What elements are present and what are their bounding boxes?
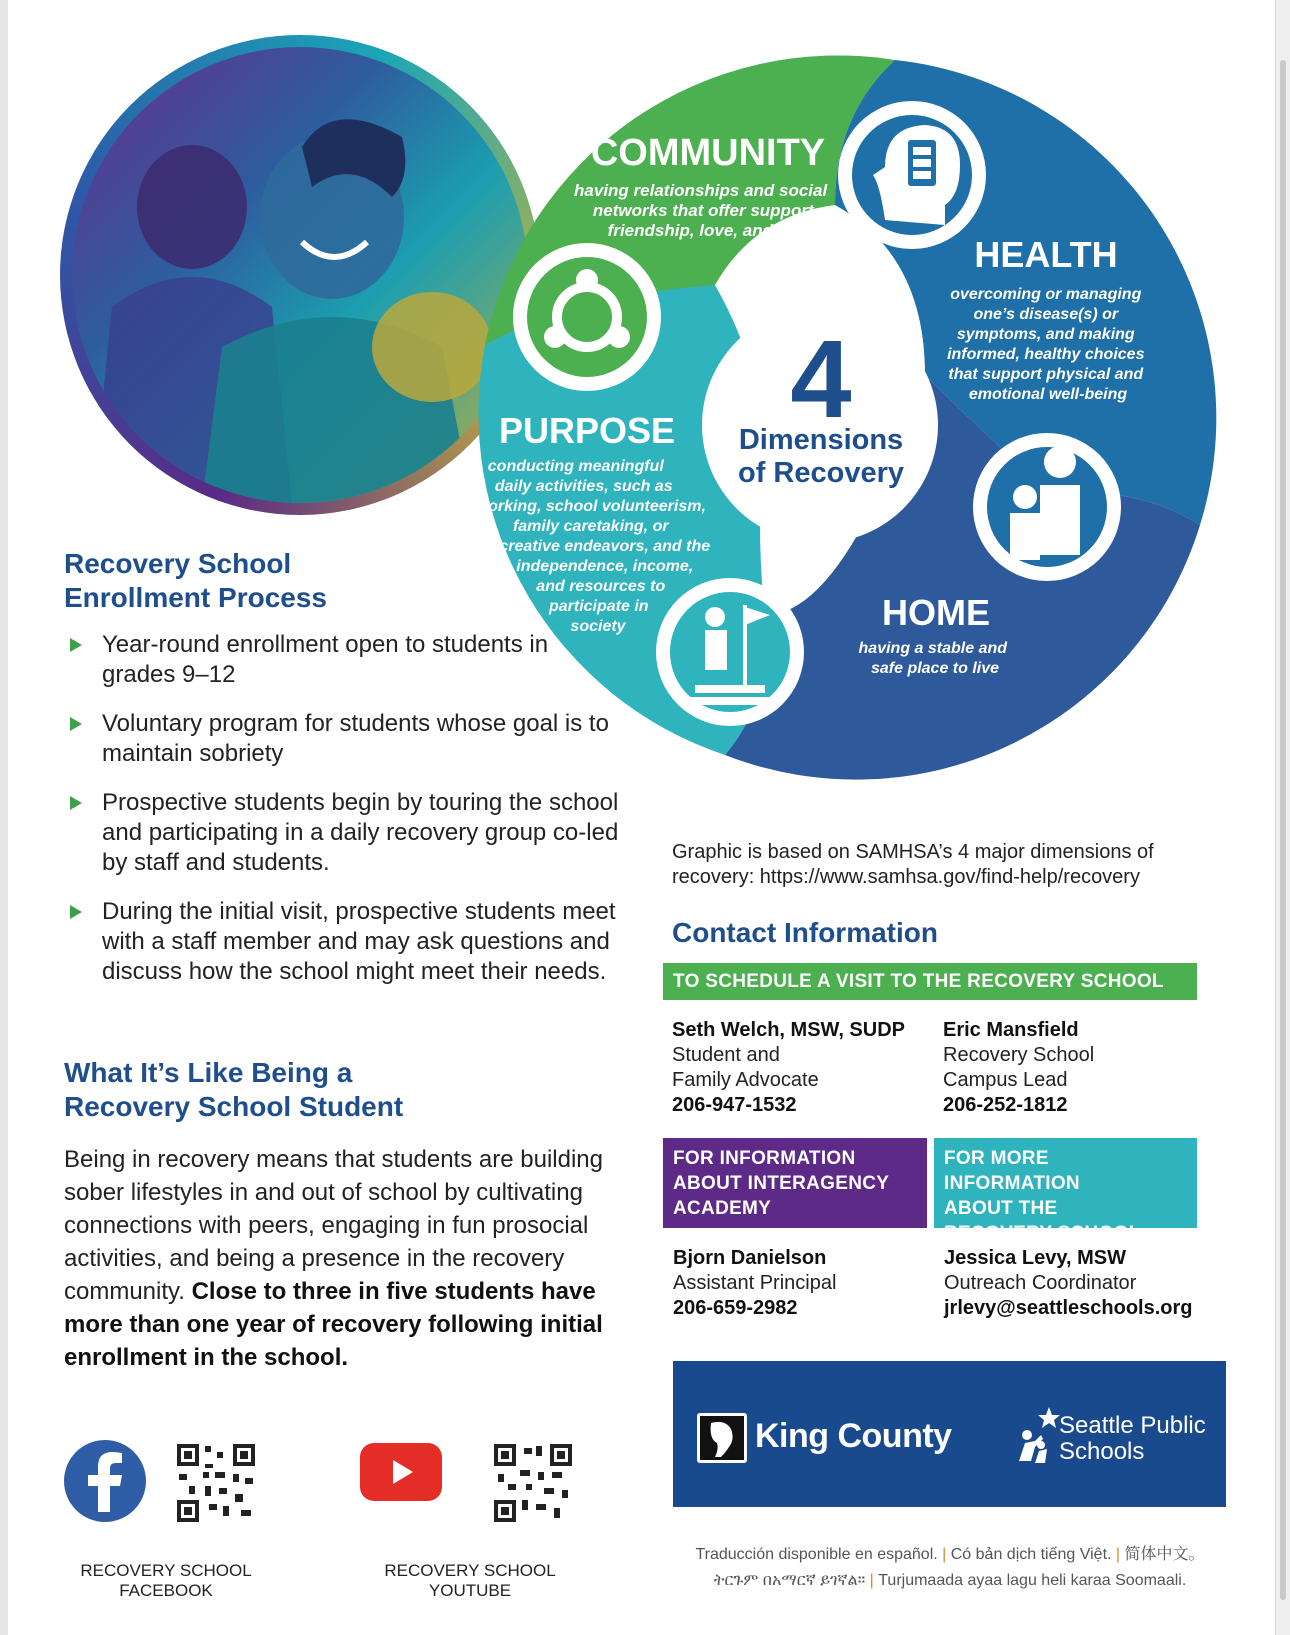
bullet-triangle-icon xyxy=(70,717,82,731)
list-item: Prospective students begin by touring the school and participating in a daily recovery group co-led by staff and students. xyxy=(66,788,626,878)
youtube-label: RECOVERY SCHOOL YOUTUBE xyxy=(384,1561,556,1600)
enrollment-bullet-list xyxy=(66,630,626,1006)
schedule-visit-bar: TO SCHEDULE A VISIT TO THE RECOVERY SCHOOL xyxy=(663,963,1197,1000)
partner-logos-banner xyxy=(673,1361,1226,1507)
purpose-flag-summit-icon xyxy=(656,578,804,726)
center-number: 4 xyxy=(790,318,852,441)
bullet-triangle-icon xyxy=(70,796,82,810)
bullet-triangle-icon xyxy=(70,638,82,652)
community-people-icon xyxy=(513,243,661,391)
health-head-battery-icon xyxy=(838,101,986,249)
page-left-edge xyxy=(0,0,8,1635)
jessica-email-link[interactable]: jrlevy@seattleschools.org xyxy=(944,1297,1193,1319)
king-county-mlk-logo-icon xyxy=(697,1413,747,1463)
contact-eric: Eric Mansfield Recovery School Campus Lead 206-252-1812 xyxy=(943,1019,1095,1116)
list-item: During the initial visit, prospective students meet with a staff member and may ask questions and discuss how the school might meet their needs. xyxy=(66,897,626,987)
student-heading: What It’s Like Being a Recovery School Student xyxy=(64,1057,404,1122)
youtube-qr-code[interactable] xyxy=(492,1442,574,1524)
home-title: HOME xyxy=(882,592,990,633)
king-county-logo-text: King County xyxy=(755,1417,952,1455)
health-title: HEALTH xyxy=(974,234,1118,275)
translation-footer: Traducción disponible en español. | Có bản dịch tiếng Việt. | 简体中文。 ትርጉም በአማርኛ ይገኛል። | Turjumaada ayaa lagu heli karaa Soomaali. xyxy=(695,1546,1205,1589)
seattle-public-schools-star-icon xyxy=(1013,1405,1061,1465)
student-paragraph-bold: Close to three in five students have more than one year of recovery following initial enrollment in the school. xyxy=(64,1278,603,1371)
bullet-triangle-icon xyxy=(70,905,82,919)
health-description: overcoming or managing one’s disease(s) or symptoms, and making informed, healthy choices that support physical and emotional well-being xyxy=(947,286,1145,403)
contact-bjorn: Bjorn Danielson Assistant Principal 206-659-2982 xyxy=(673,1247,837,1319)
enrollment-heading: Recovery School Enrollment Process xyxy=(64,548,327,613)
student-paragraph: Being in recovery means that students are building sober lifestyles in and out of school by cultivating connections with peers, engaging in fun prosocial activities, and being a presence in the recovery community. Close to three in five students have more than one year of recovery following initial enrollment in the school. xyxy=(64,1146,603,1371)
facebook-icon[interactable] xyxy=(64,1440,146,1522)
facebook-qr-code[interactable] xyxy=(175,1442,257,1524)
center-line2: of Recovery xyxy=(737,457,905,489)
purpose-description: conducting meaningful daily activities, such as working, school volunteerism, family caretaking, or creative endeavors, and the independence, income, and resources to participate in society xyxy=(475,458,711,635)
home-family-icon xyxy=(973,433,1121,581)
samhsa-note: Graphic is based on SAMHSA’s 4 major dimensions of recovery: https://www.samhsa.gov/find-help/recovery xyxy=(672,841,1154,888)
youtube-icon[interactable] xyxy=(360,1443,442,1501)
community-description: having relationships and social networks that offer support, friendship, love, and hope xyxy=(574,181,828,240)
purpose-title: PURPOSE xyxy=(498,410,676,451)
home-description: having a stable and safe place to live xyxy=(858,640,1008,677)
recovery-school-info-bar: FOR MORE INFORMATION ABOUT THE RECOVERY SCHOOL xyxy=(934,1138,1197,1228)
interagency-info-bar: FOR INFORMATION ABOUT INTERAGENCY ACADEMY xyxy=(663,1138,927,1228)
list-item: Voluntary program for students whose goal is to maintain sobriety xyxy=(66,709,626,769)
center-line1: Dimensions xyxy=(738,424,904,456)
seattle-public-schools-logo-text: Seattle Public Schools xyxy=(1059,1412,1206,1465)
list-item: Year-round enrollment open to students in grades 9–12 xyxy=(66,630,626,690)
community-title: COMMUNITY xyxy=(590,132,826,174)
contact-seth: Seth Welch, MSW, SUDP Student and Family Advocate 206-947-1532 xyxy=(672,1019,905,1116)
contact-heading: Contact Information xyxy=(672,917,938,948)
facebook-label: RECOVERY SCHOOL FACEBOOK xyxy=(80,1561,252,1600)
contact-jessica: Jessica Levy, MSW Outreach Coordinator jrlevy@seattleschools.org xyxy=(944,1247,1193,1319)
scrollbar-thumb[interactable] xyxy=(1280,60,1286,1600)
